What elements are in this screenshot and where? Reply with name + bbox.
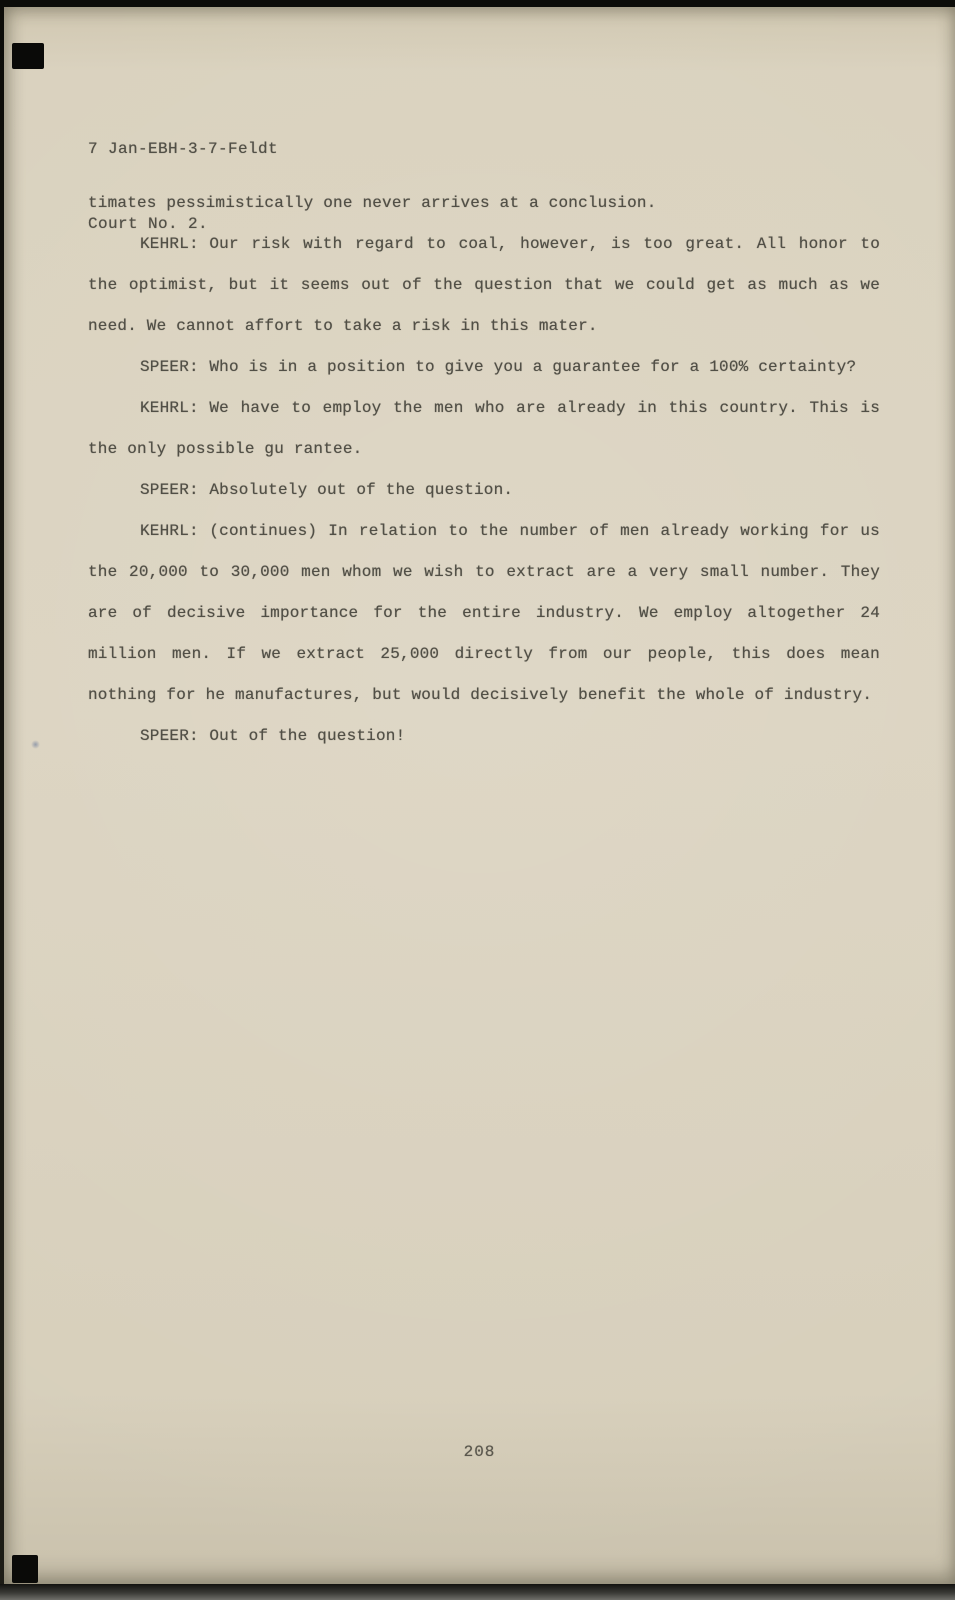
transcript-paragraph: [88, 388, 880, 470]
speech-text: Absolutely out of the question.: [209, 481, 514, 499]
transcript-paragraph: [88, 224, 880, 347]
speech-text: Out of the question!: [209, 727, 406, 745]
page-number: 208: [463, 1443, 496, 1461]
speaker-label: SPEER:: [140, 481, 199, 499]
transcript-paragraph: [88, 470, 880, 511]
speaker-label: KEHRL:: [140, 235, 199, 253]
speaker-label: KEHRL:: [140, 522, 199, 540]
speech-text: We have to employ the men who are already in this country. This is the only possible gu rantee.: [88, 399, 880, 458]
transcript-paragraph: [88, 347, 880, 388]
document-page: [4, 7, 955, 1584]
scan-artifact-bottom-left: [12, 1555, 38, 1583]
scanner-bed-edge: [0, 1584, 955, 1600]
transcript-body: [88, 183, 880, 757]
scan-artifact-top-left: [12, 43, 44, 69]
case-reference: 7 Jan-EBH-3-7-Feldt: [88, 140, 279, 158]
transcript-paragraph: [88, 716, 880, 757]
speaker-label: SPEER:: [140, 727, 199, 745]
speech-text: (continues) In relation to the number of men already working for us the 20,000 to 30,000 men whom we wish to extract are a very small number. They are of decisive importance for the entire industry. We employ altogether 24 million men. If we extract 25,000 directly from our people, this does mean nothing for he manufactures, but would decisively benefit the whole of industry.: [88, 522, 880, 704]
transcript-paragraph: [88, 511, 880, 716]
court-number: Court No. 2.: [88, 215, 209, 233]
speech-text: Our risk with regard to coal, however, is too great. All honor to the optimist, but it seems out of the question that we could get as much as we need. We cannot affort to take a risk in this mater.: [88, 235, 880, 335]
ink-speck: [31, 740, 40, 749]
continuation-line: timates pessimistically one never arrives at a conclusion.: [88, 194, 657, 212]
speaker-label: KEHRL:: [140, 399, 199, 417]
speaker-label: SPEER:: [140, 358, 199, 376]
speech-text: Who is in a position to give you a guarantee for a 100% certainty?: [209, 358, 857, 376]
